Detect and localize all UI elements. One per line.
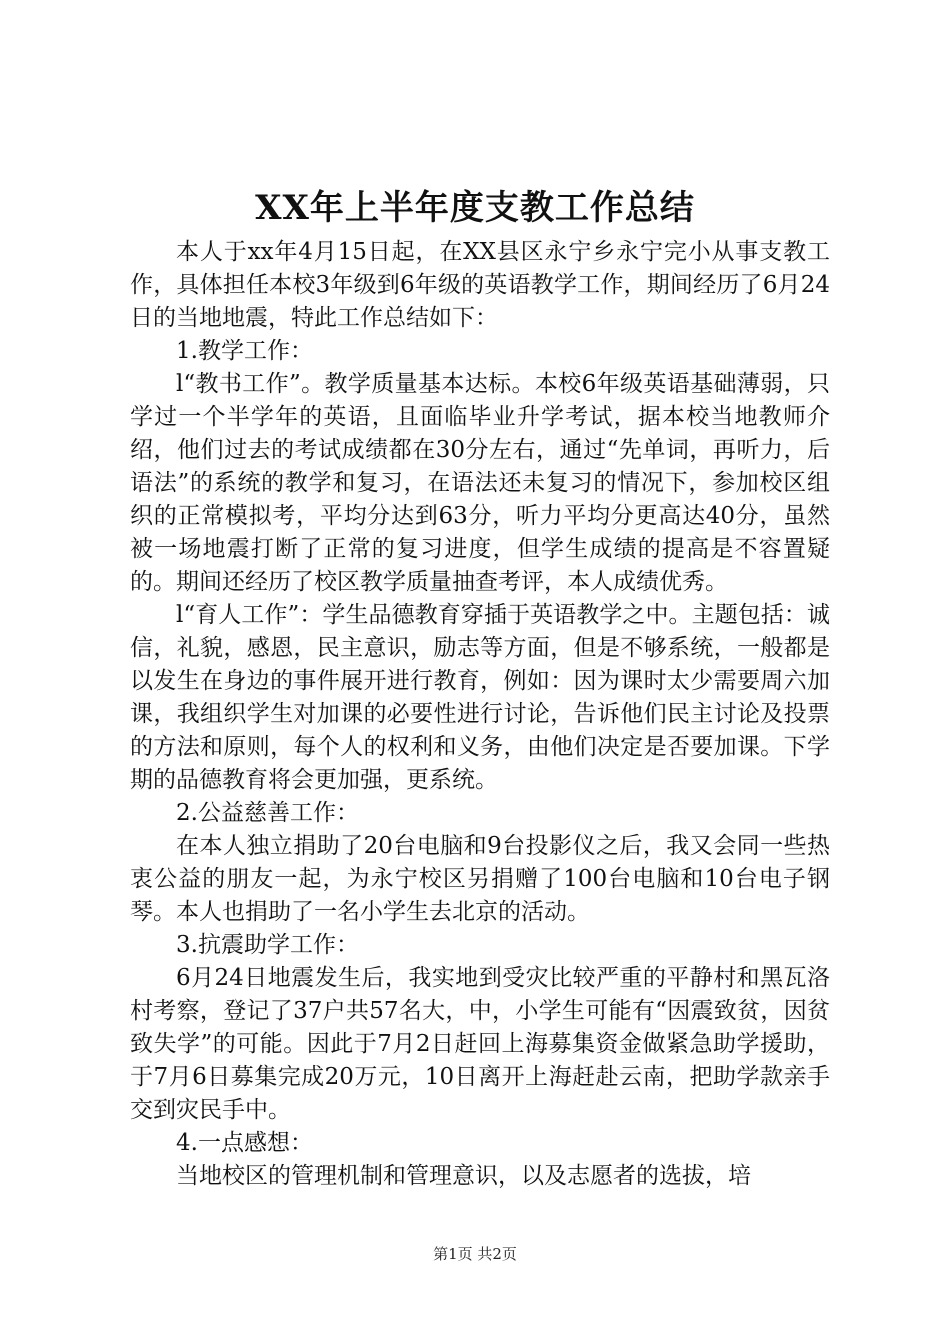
paragraph-reflections: 当地校区的管理机制和管理意识，以及志愿者的选拔，培 (176, 1163, 751, 1189)
page-number-footer: 第1页 共2页 (433, 1245, 517, 1263)
heading-earthquake-aid: 3.抗震助学工作： (176, 932, 359, 958)
document-body (130, 236, 830, 1193)
heading-teaching-work: 1.教学工作： (176, 338, 313, 364)
paragraph-moral-education: l“育人工作”：学生品德教育穿插于英语教学之中。主题包括：诚信，礼貌，感恩，民主意识，励志等方面，但是不够系统，一般都是以发生在身边的事件展开进行教育，例如：因为课时太少需要周六加课，我组织学生对加课的必要性进行讨论，告诉他们民主讨论及投票的方法和原则，每个人的权利和义务，由他们决定是否要加课。下学期的品德教育将会更加强，更系统。 (130, 602, 830, 793)
heading-reflections: 4.一点感想： (176, 1130, 313, 1156)
paragraph-charity: 在本人独立捐助了20台电脑和9台投影仪之后，我又会同一些热衷公益的朋友一起，为永宁校区另捐赠了100台电脑和10台电子钢琴。本人也捐助了一名小学生去北京的活动。 (130, 833, 830, 925)
heading-charity-work: 2.公益慈善工作： (176, 800, 359, 826)
paragraph-intro: 本人于xx年4月15日起，在XX县区永宁乡永宁完小从事支教工作，具体担任本校3年级到6年级的英语教学工作，期间经历了6月24日的当地地震，特此工作总结如下： (130, 239, 830, 331)
paragraph-earthquake-aid: 6月24日地震发生后，我实地到受灾比较严重的平静村和黑瓦洛村考察，登记了37户共57名大，中，小学生可能有“因震致贫，因贫致失学”的可能。因此于7月2日赶回上海募集资金做紧急助学援助，于7月6日募集完成20万元，10日离开上海赶赴云南，把助学款亲手交到灾民手中。 (130, 965, 830, 1123)
paragraph-teaching: l“教书工作”。教学质量基本达标。本校6年级英语基础薄弱，只学过一个半学年的英语，且面临毕业升学考试，据本校当地教师介绍，他们过去的考试成绩都在30分左右，通过“先单词，再听力，后语法”的系统的教学和复习，在语法还未复习的情况下，参加校区组织的正常模拟考，平均分达到63分，听力平均分更高达40分，虽然被一场地震打断了正常的复习进度，但学生成绩的提高是不容置疑的。期间还经历了校区教学质量抽查考评，本人成绩优秀。 (130, 371, 830, 595)
document-title: XX年上半年度支教工作总结 (255, 188, 695, 228)
